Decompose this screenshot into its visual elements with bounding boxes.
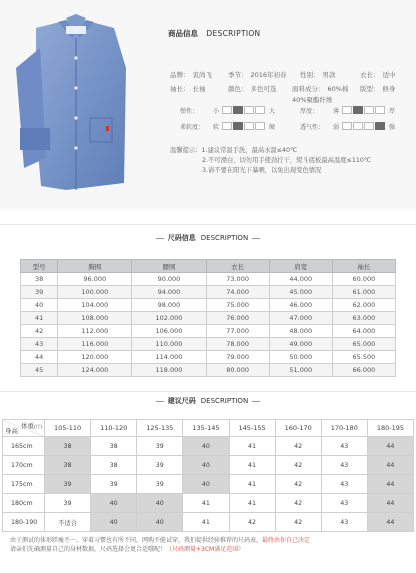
weight-header: 170-180 bbox=[321, 420, 367, 437]
size-cell: 40 bbox=[183, 456, 229, 475]
table-cell: 90.000 bbox=[132, 273, 206, 286]
table-cell: 49.000 bbox=[269, 338, 332, 351]
table-cell: 47.000 bbox=[269, 312, 332, 325]
table-row bbox=[3, 494, 414, 513]
table-cell: 40 bbox=[21, 299, 58, 312]
size-table bbox=[20, 259, 396, 377]
product-info-title bbox=[168, 28, 260, 39]
table-cell: 42 bbox=[21, 325, 58, 338]
size-cell: 44 bbox=[367, 475, 413, 494]
recommend-title: 建议尺码 DESCRIPTION bbox=[0, 396, 416, 406]
size-cell: 42 bbox=[275, 437, 321, 456]
table-cell: 61.000 bbox=[332, 286, 395, 299]
attr-gender: 性别： 男款 bbox=[300, 71, 336, 79]
title-cn: 商品信息 bbox=[168, 29, 198, 38]
table-cell: 96.000 bbox=[58, 273, 132, 286]
table-cell: 100.000 bbox=[58, 286, 132, 299]
size-cell: 不适合 bbox=[45, 513, 91, 532]
table-cell: 110.000 bbox=[132, 338, 206, 351]
size-cell: 40 bbox=[183, 437, 229, 456]
size-cell: 40 bbox=[183, 475, 229, 494]
table-cell: 74.000 bbox=[206, 286, 269, 299]
size-cell: 39 bbox=[137, 456, 183, 475]
size-cell: 38 bbox=[91, 437, 137, 456]
table-row bbox=[3, 437, 414, 456]
table-cell: 116.000 bbox=[58, 338, 132, 351]
table-corner: 体重(斤) 身高 bbox=[3, 420, 45, 437]
table-cell: 38 bbox=[21, 273, 58, 286]
table-row bbox=[21, 325, 396, 338]
scale-elasticity: 弹性： 小 大 bbox=[180, 107, 276, 115]
care-line-2: 2.不可漂白，切勿用手使劲拧干，熨斗底板最高温度≤110℃ bbox=[202, 157, 371, 164]
care-line-3: 3.请不要在阳光下暴晒，以免出现变色情况 bbox=[202, 167, 322, 174]
title-en: DESCRIPTION bbox=[206, 29, 261, 38]
attr-season: 季节： 2016年初春 bbox=[228, 71, 287, 79]
divider bbox=[0, 224, 416, 225]
recommend-table bbox=[2, 419, 414, 532]
table-cell: 76.000 bbox=[206, 312, 269, 325]
attr-color: 颜色： 多色可选 bbox=[228, 85, 277, 93]
weight-header: 135-145 bbox=[183, 420, 229, 437]
table-cell: 41 bbox=[21, 312, 58, 325]
table-cell: 77.000 bbox=[206, 325, 269, 338]
table-cell: 80.000 bbox=[206, 364, 269, 377]
table-row bbox=[21, 338, 396, 351]
size-cell: 43 bbox=[321, 437, 367, 456]
table-cell: 102.000 bbox=[132, 312, 206, 325]
table-row bbox=[21, 364, 396, 377]
size-table-header: 型号 胸围 腰围 衣长 肩宽 袖长 bbox=[21, 260, 396, 273]
table-cell: 73.000 bbox=[206, 273, 269, 286]
table-row bbox=[21, 299, 396, 312]
recommend-header bbox=[3, 420, 414, 437]
table-cell: 78.000 bbox=[206, 338, 269, 351]
table-cell: 48.000 bbox=[269, 325, 332, 338]
table-row bbox=[21, 351, 396, 364]
size-cell: 41 bbox=[229, 456, 275, 475]
size-cell: 43 bbox=[321, 494, 367, 513]
size-cell: 41 bbox=[183, 494, 229, 513]
attr-sleeve: 袖长： 长袖 bbox=[170, 85, 206, 93]
table-cell: 75.000 bbox=[206, 299, 269, 312]
size-cell: 43 bbox=[321, 475, 367, 494]
size-cell: 42 bbox=[275, 513, 321, 532]
table-cell: 43 bbox=[21, 338, 58, 351]
weight-header: 105-110 bbox=[45, 420, 91, 437]
attr-brand: 品牌： 衷尚飞 bbox=[170, 71, 212, 79]
size-info-title: 尺码信息 DESCRIPTION bbox=[0, 233, 416, 243]
size-cell: 38 bbox=[45, 437, 91, 456]
care-instructions bbox=[170, 146, 371, 176]
table-cell: 39 bbox=[21, 286, 58, 299]
size-cell: 40 bbox=[91, 494, 137, 513]
weight-header: 180-195 bbox=[367, 420, 413, 437]
table-cell: 108.000 bbox=[58, 312, 132, 325]
size-cell: 39 bbox=[45, 494, 91, 513]
table-row bbox=[3, 475, 414, 494]
scale-thickness: 厚度： 薄 厚 bbox=[300, 107, 396, 115]
table-cell: 44.000 bbox=[269, 273, 332, 286]
weight-header: 125-135 bbox=[137, 420, 183, 437]
size-cell: 41 bbox=[229, 437, 275, 456]
size-cell: 38 bbox=[45, 456, 91, 475]
table-cell: 114.000 bbox=[132, 351, 206, 364]
attr-fit: 版型： 修身 bbox=[360, 85, 396, 93]
table-cell: 64.000 bbox=[332, 325, 395, 338]
size-cell: 40 bbox=[137, 494, 183, 513]
size-cell: 44 bbox=[367, 494, 413, 513]
table-cell: 60.000 bbox=[332, 273, 395, 286]
divider bbox=[0, 391, 416, 392]
table-cell: 62.000 bbox=[332, 299, 395, 312]
weight-header: 145-155 bbox=[229, 420, 275, 437]
size-cell: 42 bbox=[275, 475, 321, 494]
size-cell: 44 bbox=[367, 513, 413, 532]
table-cell: 112.000 bbox=[58, 325, 132, 338]
scale-softness: 柔软度： 软 硬 bbox=[180, 123, 276, 131]
size-cell: 43 bbox=[321, 456, 367, 475]
table-row bbox=[21, 312, 396, 325]
table-cell: 51.000 bbox=[269, 364, 332, 377]
size-cell: 41 bbox=[183, 513, 229, 532]
table-cell: 50.000 bbox=[269, 351, 332, 364]
weight-header: 110-120 bbox=[91, 420, 137, 437]
size-cell: 42 bbox=[275, 494, 321, 513]
size-cell: 44 bbox=[367, 437, 413, 456]
scale-breathability: 透气性： 弱 强 bbox=[300, 123, 396, 131]
table-cell: 120.000 bbox=[58, 351, 132, 364]
size-cell: 40 bbox=[91, 513, 137, 532]
table-cell: 118.000 bbox=[132, 364, 206, 377]
size-cell: 39 bbox=[45, 475, 91, 494]
attr-fabric-2: 40%聚酯纤维 bbox=[292, 96, 333, 104]
table-cell: 94.000 bbox=[132, 286, 206, 299]
size-cell: 39 bbox=[137, 475, 183, 494]
table-cell: 45 bbox=[21, 364, 58, 377]
size-cell: 41 bbox=[229, 494, 275, 513]
size-cell: 38 bbox=[91, 456, 137, 475]
height-label: 165cm bbox=[3, 437, 45, 456]
table-row bbox=[3, 513, 414, 532]
table-cell: 124.000 bbox=[58, 364, 132, 377]
size-cell: 42 bbox=[229, 513, 275, 532]
size-note: 由于测试的体形胖瘦不一，穿着习惯也有所不同，网购不能试穿，我们提供经验推荐的尺码表，最终由你自己决定 请亲们先确测量自己的身材数据，尺码选择会更合适哦呢！（尺码测量+3CM满足范围） bbox=[10, 537, 311, 553]
shirt-image bbox=[6, 8, 144, 198]
table-cell: 63.000 bbox=[332, 312, 395, 325]
size-cell: 39 bbox=[137, 437, 183, 456]
table-cell: 46.000 bbox=[269, 299, 332, 312]
attr-length: 衣长： 适中 bbox=[360, 71, 396, 79]
size-cell: 40 bbox=[137, 513, 183, 532]
table-cell: 106.000 bbox=[132, 325, 206, 338]
table-cell: 65.500 bbox=[332, 351, 395, 364]
table-cell: 66.000 bbox=[332, 364, 395, 377]
size-cell: 39 bbox=[91, 475, 137, 494]
care-line-1: 温馨提示：1.建议常温手洗，最高水温≤40℃ bbox=[170, 147, 298, 154]
size-cell: 43 bbox=[321, 513, 367, 532]
table-row bbox=[3, 456, 414, 475]
table-cell: 44 bbox=[21, 351, 58, 364]
size-cell: 44 bbox=[367, 456, 413, 475]
height-label: 175cm bbox=[3, 475, 45, 494]
table-cell: 45.000 bbox=[269, 286, 332, 299]
height-label: 180-190 bbox=[3, 513, 45, 532]
table-row bbox=[21, 286, 396, 299]
table-cell: 65.000 bbox=[332, 338, 395, 351]
height-label: 180cm bbox=[3, 494, 45, 513]
table-cell: 98.000 bbox=[132, 299, 206, 312]
height-label: 170cm bbox=[3, 456, 45, 475]
size-cell: 42 bbox=[275, 456, 321, 475]
table-row bbox=[21, 273, 396, 286]
table-cell: 79.000 bbox=[206, 351, 269, 364]
table-cell: 104.000 bbox=[58, 299, 132, 312]
attr-fabric: 面料成分： 60%棉 bbox=[292, 85, 349, 93]
product-info-section bbox=[0, 0, 416, 210]
weight-header: 160-170 bbox=[275, 420, 321, 437]
size-cell: 41 bbox=[229, 475, 275, 494]
